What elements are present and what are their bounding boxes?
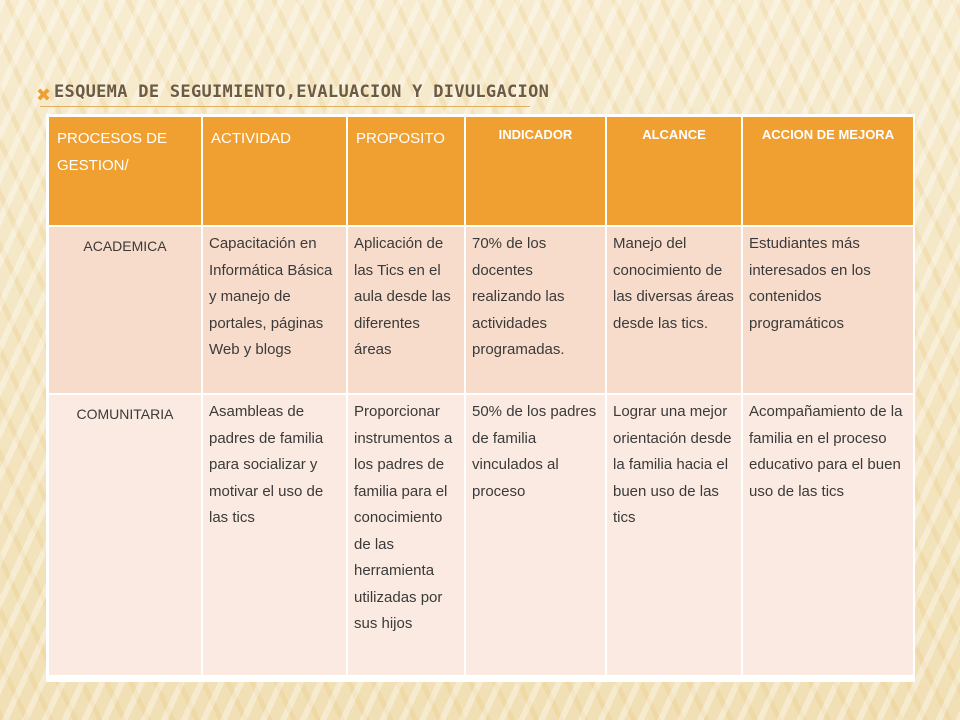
cell-proceso: COMUNITARIA: [48, 394, 202, 676]
title-underline: [40, 106, 530, 107]
x-bullet-icon: ✖: [36, 85, 52, 105]
tracking-table: [47, 115, 915, 677]
header-accion: ACCION DE MEJORA: [742, 116, 914, 226]
cell-actividad: Asambleas de padres de familia para socializar y motivar el uso de las tics: [202, 394, 347, 676]
header-indicador: INDICADOR: [465, 116, 606, 226]
table-header-row: [48, 116, 914, 226]
cell-proposito: Proporcionar instrumentos a los padres de familia para el conocimiento de las herramienta utilizadas por sus hijos: [347, 394, 465, 676]
cell-proceso: ACADEMICA: [48, 226, 202, 394]
cell-accion: Estudiantes más interesados en los contenidos programáticos: [742, 226, 914, 394]
cell-alcance: Lograr una mejor orientación desde la familia hacia el buen uso de las tics: [606, 394, 742, 676]
cell-alcance: Manejo del conocimiento de las diversas áreas desde las tics.: [606, 226, 742, 394]
cell-indicador: 70% de los docentes realizando las actividades programadas.: [465, 226, 606, 394]
header-proposito: PROPOSITO: [347, 116, 465, 226]
table-row: [48, 226, 914, 394]
cell-indicador: 50% de los padres de familia vinculados al proceso: [465, 394, 606, 676]
cell-actividad: Capacitación en Informática Básica y manejo de portales, páginas Web y blogs: [202, 226, 347, 394]
tracking-table-frame: [46, 114, 915, 682]
cell-proposito: Aplicación de las Tics en el aula desde las diferentes áreas: [347, 226, 465, 394]
header-actividad: ACTIVIDAD: [202, 116, 347, 226]
header-alcance: ALCANCE: [606, 116, 742, 226]
table-row: [48, 394, 914, 676]
slide-title: ESQUEMA DE SEGUIMIENTO,EVALUACION Y DIVULGACION: [54, 82, 550, 102]
cell-accion: Acompañamiento de la familia en el proceso educativo para el buen uso de las tics: [742, 394, 914, 676]
header-procesos: PROCESOS DE GESTION/: [48, 116, 202, 226]
